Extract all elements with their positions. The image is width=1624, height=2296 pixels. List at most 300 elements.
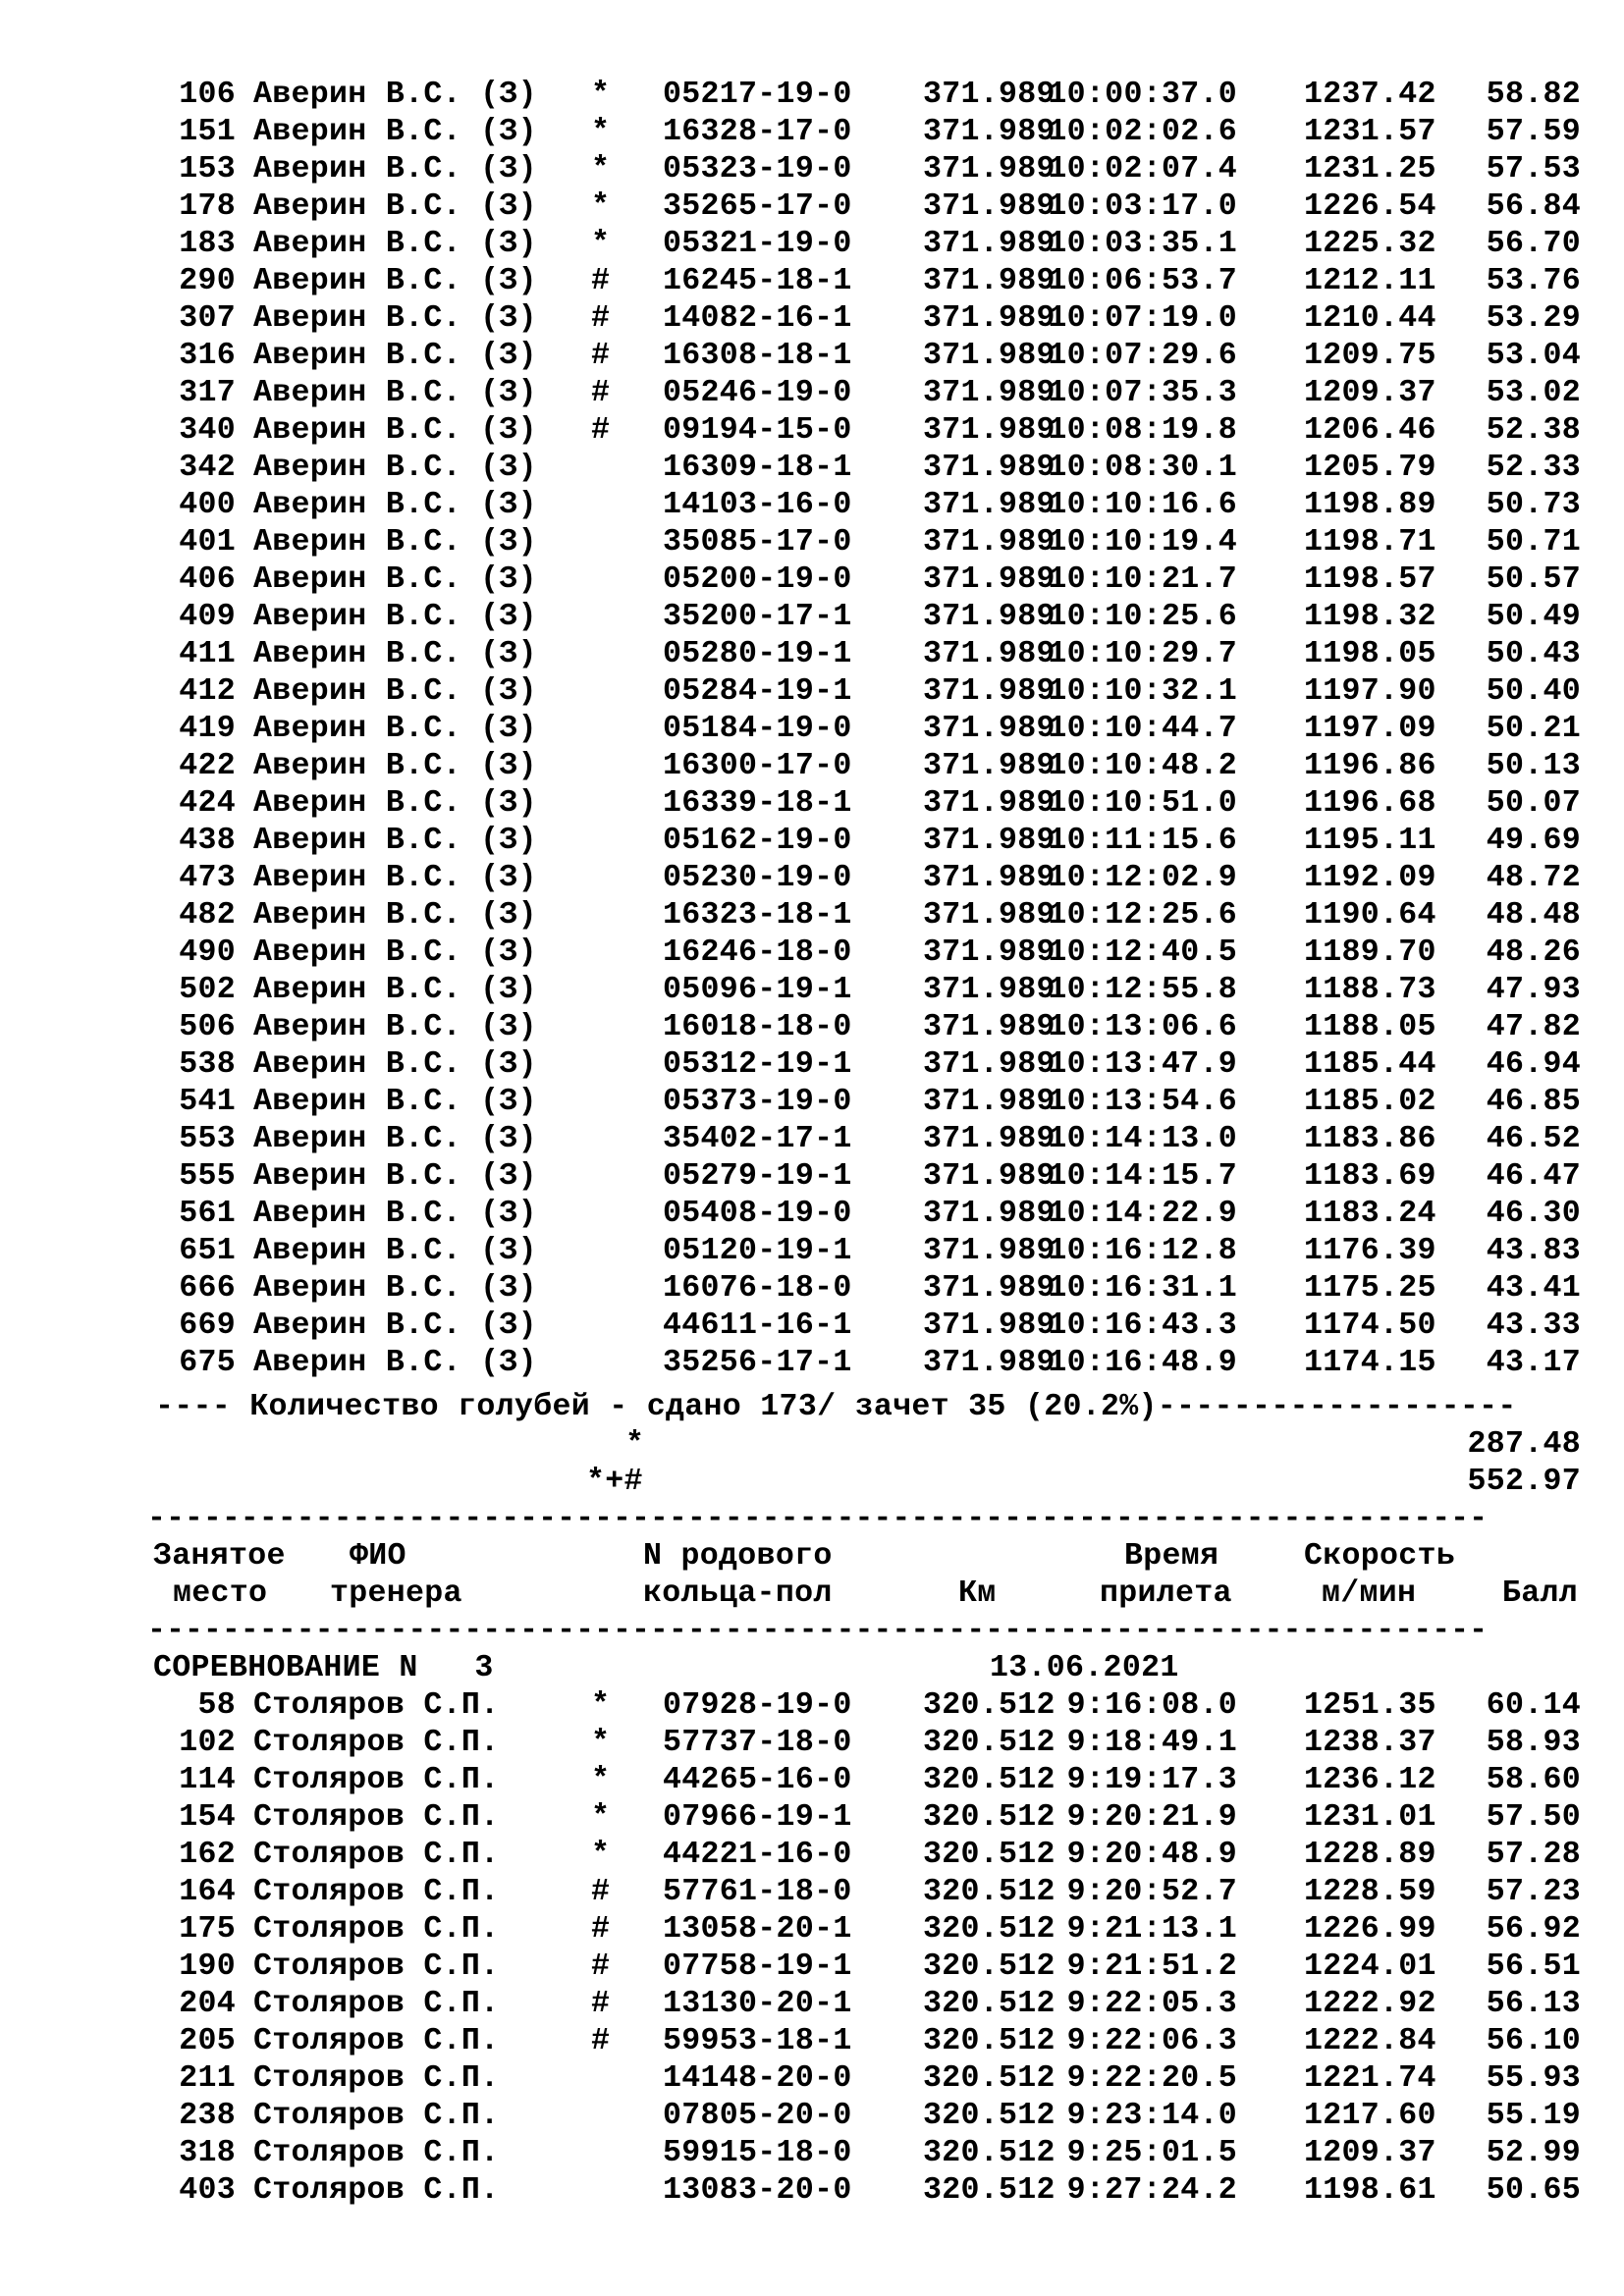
cell-km: 371.989 (923, 189, 1056, 224)
cell-points: 52.38 (1486, 413, 1581, 448)
cell-ring: 05312-19-1 (663, 1047, 852, 1082)
table-row (147, 1345, 1581, 1382)
table-row (147, 1949, 1581, 1986)
cell-km: 371.989 (923, 562, 1056, 597)
header-km: Км (958, 1576, 997, 1611)
cell-points: 58.82 (1486, 78, 1581, 112)
cell-mark: * (591, 1838, 611, 1872)
cell-points: 43.33 (1486, 1308, 1581, 1343)
competition-title-row (147, 1650, 1581, 1687)
cell-km: 371.989 (923, 115, 1056, 149)
cell-ring: 44265-16-0 (663, 1763, 852, 1797)
cell-ring: 07805-20-0 (663, 2099, 852, 2133)
cell-place: 151 (179, 115, 236, 149)
cell-mark: # (591, 301, 611, 336)
cell-points: 48.48 (1486, 898, 1581, 933)
cell-km: 371.989 (923, 488, 1056, 522)
cell-place: 506 (179, 1010, 236, 1044)
table-row (147, 636, 1581, 673)
cell-mark: * (591, 1688, 611, 1723)
cell-ring: 13130-20-1 (663, 1987, 852, 2021)
cell-speed: 1231.01 (1304, 1800, 1436, 1835)
cell-mark: * (591, 189, 611, 224)
cell-arrival-time: 10:13:47.9 (1048, 1047, 1237, 1082)
cell-points: 49.69 (1486, 824, 1581, 858)
cell-km: 371.989 (923, 861, 1056, 895)
cell-km: 371.989 (923, 227, 1056, 261)
cell-points: 50.73 (1486, 488, 1581, 522)
cell-place: 317 (179, 376, 236, 410)
cell-arrival-time: 10:08:19.8 (1048, 413, 1237, 448)
cell-km: 371.989 (923, 264, 1056, 298)
header-name-2: тренера (330, 1576, 462, 1611)
table-row (147, 1799, 1581, 1837)
cell-place: 190 (179, 1949, 236, 1984)
cell-speed: 1237.42 (1304, 78, 1436, 112)
cell-place: 114 (179, 1763, 236, 1797)
cell-points: 56.92 (1486, 1912, 1581, 1947)
cell-km: 371.989 (923, 1010, 1056, 1044)
cell-ring: 05321-19-0 (663, 227, 852, 261)
cell-speed: 1222.92 (1304, 1987, 1436, 2021)
cell-arrival-time: 10:12:25.6 (1048, 898, 1237, 933)
cell-ring: 57737-18-0 (663, 1726, 852, 1760)
cell-speed: 1183.86 (1304, 1122, 1436, 1156)
cell-arrival-time: 10:14:22.9 (1048, 1197, 1237, 1231)
cell-ring: 16246-18-0 (663, 935, 852, 970)
cell-place: 669 (179, 1308, 236, 1343)
cell-speed: 1195.11 (1304, 824, 1436, 858)
header-place-2: место (173, 1576, 268, 1611)
cell-arrival-time: 10:12:55.8 (1048, 973, 1237, 1007)
cell-mark: # (591, 1912, 611, 1947)
cell-place: 412 (179, 674, 236, 709)
cell-km: 371.989 (923, 339, 1056, 373)
cell-fancier: Аверин В.С. (З) (253, 1010, 537, 1044)
cell-fancier: Аверин В.С. (З) (253, 301, 537, 336)
cell-km: 371.989 (923, 898, 1056, 933)
cell-points: 50.40 (1486, 674, 1581, 709)
cell-ring: 16245-18-1 (663, 264, 852, 298)
cell-km: 320.512 (923, 1875, 1056, 1909)
cell-fancier: Аверин В.С. (З) (253, 1234, 537, 1268)
cell-km: 371.989 (923, 674, 1056, 709)
cell-speed: 1198.89 (1304, 488, 1436, 522)
table-row (147, 487, 1581, 524)
cell-ring: 05280-19-1 (663, 637, 852, 671)
cell-speed: 1225.32 (1304, 227, 1436, 261)
cell-points: 56.51 (1486, 1949, 1581, 1984)
cell-ring: 35265-17-0 (663, 189, 852, 224)
table-row (147, 1009, 1581, 1046)
cell-ring: 05217-19-0 (663, 78, 852, 112)
cell-fancier: Аверин В.С. (З) (253, 712, 537, 746)
cell-fancier: Аверин В.С. (З) (253, 189, 537, 224)
table-row (147, 300, 1581, 338)
cell-arrival-time: 10:14:15.7 (1048, 1159, 1237, 1194)
cell-place: 153 (179, 152, 236, 187)
table-row (147, 77, 1581, 114)
cell-km: 320.512 (923, 2024, 1056, 2058)
cell-points: 56.70 (1486, 227, 1581, 261)
cell-points: 53.29 (1486, 301, 1581, 336)
header-name: ФИО (350, 1539, 406, 1574)
cell-place: 211 (179, 2061, 236, 2096)
cell-arrival-time: 10:07:19.0 (1048, 301, 1237, 336)
cell-fancier: Столяров С.П. (253, 1763, 500, 1797)
cell-points: 47.93 (1486, 973, 1581, 1007)
cell-km: 371.989 (923, 1047, 1056, 1082)
table-row (147, 188, 1581, 226)
summary-text: ---- Количество голубей - сдано 173/ зачет 35 (20.2%)------------------- (155, 1390, 1517, 1424)
cell-arrival-time: 10:10:48.2 (1048, 749, 1237, 783)
cell-arrival-time: 10:10:29.7 (1048, 637, 1237, 671)
cell-fancier: Аверин В.С. (З) (253, 488, 537, 522)
cell-speed: 1185.44 (1304, 1047, 1436, 1082)
cell-place: 238 (179, 2099, 236, 2133)
table-row (147, 2098, 1581, 2135)
cell-ring: 59915-18-0 (663, 2136, 852, 2170)
cell-fancier: Аверин В.С. (З) (253, 1085, 537, 1119)
cell-fancier: Аверин В.С. (З) (253, 973, 537, 1007)
cell-km: 320.512 (923, 1912, 1056, 1947)
cell-speed: 1198.05 (1304, 637, 1436, 671)
cell-ring: 07966-19-1 (663, 1800, 852, 1835)
cell-place: 422 (179, 749, 236, 783)
cell-speed: 1205.79 (1304, 451, 1436, 485)
cell-arrival-time: 9:22:06.3 (1066, 2024, 1237, 2058)
header-ring: N родового (643, 1539, 833, 1574)
cell-place: 411 (179, 637, 236, 671)
cell-arrival-time: 9:25:01.5 (1066, 2136, 1237, 2170)
cell-place: 290 (179, 264, 236, 298)
cell-speed: 1197.09 (1304, 712, 1436, 746)
cell-km: 320.512 (923, 1763, 1056, 1797)
cell-place: 553 (179, 1122, 236, 1156)
cell-place: 409 (179, 600, 236, 634)
cell-fancier: Аверин В.С. (З) (253, 78, 537, 112)
cell-km: 371.989 (923, 1346, 1056, 1380)
cell-arrival-time: 9:21:13.1 (1066, 1912, 1237, 1947)
table-row (147, 1874, 1581, 1911)
cell-ring: 05096-19-1 (663, 973, 852, 1007)
cell-km: 371.989 (923, 451, 1056, 485)
table-row (147, 1687, 1581, 1725)
cell-arrival-time: 9:20:21.9 (1066, 1800, 1237, 1835)
cell-ring: 05230-19-0 (663, 861, 852, 895)
cell-points: 43.41 (1486, 1271, 1581, 1306)
cell-points: 48.72 (1486, 861, 1581, 895)
cell-arrival-time: 10:03:17.0 (1048, 189, 1237, 224)
cell-ring: 09194-15-0 (663, 413, 852, 448)
cell-arrival-time: 10:12:02.9 (1048, 861, 1237, 895)
table-row (147, 561, 1581, 599)
cell-fancier: Столяров С.П. (253, 1688, 500, 1723)
cell-speed: 1198.71 (1304, 525, 1436, 560)
header-speed-2: м/мин (1322, 1576, 1417, 1611)
cell-place: 541 (179, 1085, 236, 1119)
divider-top: ------------------------------------------------------------------------ (147, 1502, 1489, 1536)
table-header-row-2 (147, 1575, 1581, 1613)
cell-speed: 1176.39 (1304, 1234, 1436, 1268)
cell-points: 50.21 (1486, 712, 1581, 746)
cell-place: 538 (179, 1047, 236, 1082)
cell-points: 57.23 (1486, 1875, 1581, 1909)
cell-fancier: Аверин В.С. (З) (253, 339, 537, 373)
cell-arrival-time: 10:03:35.1 (1048, 227, 1237, 261)
cell-speed: 1212.11 (1304, 264, 1436, 298)
cell-ring: 59953-18-1 (663, 2024, 852, 2058)
cell-points: 55.93 (1486, 2061, 1581, 2096)
cell-place: 102 (179, 1726, 236, 1760)
cell-ring: 16308-18-1 (663, 339, 852, 373)
cell-points: 56.84 (1486, 189, 1581, 224)
cell-ring: 16309-18-1 (663, 451, 852, 485)
cell-place: 406 (179, 562, 236, 597)
cell-ring: 05373-19-0 (663, 1085, 852, 1119)
cell-ring: 35402-17-1 (663, 1122, 852, 1156)
cell-fancier: Аверин В.С. (З) (253, 451, 537, 485)
table-header-row-1 (147, 1538, 1581, 1575)
cell-speed: 1221.74 (1304, 2061, 1436, 2096)
cell-arrival-time: 9:20:52.7 (1066, 1875, 1237, 1909)
cell-arrival-time: 10:10:51.0 (1048, 786, 1237, 821)
cell-mark: * (591, 227, 611, 261)
total-star-row (147, 1426, 1581, 1464)
table-row (147, 1084, 1581, 1121)
table-row (147, 748, 1581, 785)
cell-arrival-time: 10:16:31.1 (1048, 1271, 1237, 1306)
cell-fancier: Столяров С.П. (253, 2136, 500, 2170)
cell-mark: # (591, 1875, 611, 1909)
cell-place: 561 (179, 1197, 236, 1231)
cell-speed: 1198.61 (1304, 2173, 1436, 2208)
cell-fancier: Аверин В.С. (З) (253, 1346, 537, 1380)
cell-fancier: Аверин В.С. (З) (253, 824, 537, 858)
cell-ring: 14082-16-1 (663, 301, 852, 336)
cell-place: 154 (179, 1800, 236, 1835)
cell-place: 482 (179, 898, 236, 933)
header-points: Балл (1502, 1576, 1579, 1611)
cell-km: 320.512 (923, 2061, 1056, 2096)
cell-arrival-time: 10:10:21.7 (1048, 562, 1237, 597)
cell-ring: 07928-19-0 (663, 1688, 852, 1723)
cell-speed: 1206.46 (1304, 413, 1436, 448)
cell-speed: 1192.09 (1304, 861, 1436, 895)
cell-ring: 57761-18-0 (663, 1875, 852, 1909)
cell-arrival-time: 10:16:48.9 (1048, 1346, 1237, 1380)
cell-place: 340 (179, 413, 236, 448)
table-row (147, 2060, 1581, 2098)
cell-km: 371.989 (923, 935, 1056, 970)
table-row (147, 412, 1581, 450)
cell-fancier: Столяров С.П. (253, 1875, 500, 1909)
header-ring-2: кольца-пол (643, 1576, 833, 1611)
cell-fancier: Аверин В.С. (З) (253, 525, 537, 560)
cell-points: 46.94 (1486, 1047, 1581, 1082)
cell-km: 371.989 (923, 973, 1056, 1007)
cell-points: 52.33 (1486, 451, 1581, 485)
table-row (147, 375, 1581, 412)
cell-km: 320.512 (923, 1949, 1056, 1984)
cell-place: 666 (179, 1271, 236, 1306)
cell-fancier: Аверин В.С. (З) (253, 786, 537, 821)
cell-speed: 1231.57 (1304, 115, 1436, 149)
cell-ring: 14103-16-0 (663, 488, 852, 522)
table-row (147, 2172, 1581, 2210)
cell-km: 371.989 (923, 376, 1056, 410)
total-star-value: 287.48 (1467, 1427, 1581, 1462)
cell-arrival-time: 10:06:53.7 (1048, 264, 1237, 298)
cell-fancier: Аверин В.С. (З) (253, 898, 537, 933)
table-row (147, 1158, 1581, 1196)
cell-speed: 1228.59 (1304, 1875, 1436, 1909)
cell-speed: 1188.05 (1304, 1010, 1436, 1044)
cell-points: 50.13 (1486, 749, 1581, 783)
cell-speed: 1210.44 (1304, 301, 1436, 336)
cell-km: 371.989 (923, 413, 1056, 448)
cell-km: 371.989 (923, 1159, 1056, 1194)
cell-speed: 1183.24 (1304, 1197, 1436, 1231)
cell-points: 48.26 (1486, 935, 1581, 970)
cell-place: 175 (179, 1912, 236, 1947)
cell-mark: # (591, 413, 611, 448)
cell-speed: 1238.37 (1304, 1726, 1436, 1760)
cell-arrival-time: 10:07:29.6 (1048, 339, 1237, 373)
cell-ring: 05408-19-0 (663, 1197, 852, 1231)
table-row (147, 860, 1581, 897)
cell-speed: 1231.25 (1304, 152, 1436, 187)
cell-fancier: Столяров С.П. (253, 2173, 500, 2208)
cell-arrival-time: 10:07:35.3 (1048, 376, 1237, 410)
cell-arrival-time: 10:13:06.6 (1048, 1010, 1237, 1044)
cell-km: 320.512 (923, 1688, 1056, 1723)
cell-ring: 44221-16-0 (663, 1838, 852, 1872)
cell-ring: 16323-18-1 (663, 898, 852, 933)
table-row (147, 1986, 1581, 2023)
cell-points: 43.17 (1486, 1346, 1581, 1380)
header-time: Время (1124, 1539, 1219, 1574)
cell-mark: * (591, 1726, 611, 1760)
cell-points: 50.07 (1486, 786, 1581, 821)
cell-arrival-time: 9:23:14.0 (1066, 2099, 1237, 2133)
cell-points: 50.43 (1486, 637, 1581, 671)
cell-ring: 35200-17-1 (663, 600, 852, 634)
cell-km: 320.512 (923, 1726, 1056, 1760)
cell-speed: 1226.54 (1304, 189, 1436, 224)
cell-points: 58.93 (1486, 1726, 1581, 1760)
table-row (147, 823, 1581, 860)
cell-points: 46.47 (1486, 1159, 1581, 1194)
cell-arrival-time: 10:10:32.1 (1048, 674, 1237, 709)
cell-fancier: Столяров С.П. (253, 1800, 500, 1835)
cell-fancier: Столяров С.П. (253, 1838, 500, 1872)
cell-place: 490 (179, 935, 236, 970)
cell-points: 60.14 (1486, 1688, 1581, 1723)
cell-place: 106 (179, 78, 236, 112)
cell-speed: 1190.64 (1304, 898, 1436, 933)
cell-speed: 1222.84 (1304, 2024, 1436, 2058)
cell-speed: 1189.70 (1304, 935, 1436, 970)
table-row (147, 1046, 1581, 1084)
cell-km: 371.989 (923, 749, 1056, 783)
table-row (147, 450, 1581, 487)
cell-speed: 1209.75 (1304, 339, 1436, 373)
cell-ring: 35256-17-1 (663, 1346, 852, 1380)
cell-speed: 1251.35 (1304, 1688, 1436, 1723)
cell-points: 43.83 (1486, 1234, 1581, 1268)
cell-fancier: Аверин В.С. (З) (253, 861, 537, 895)
cell-mark: # (591, 1987, 611, 2021)
cell-arrival-time: 10:12:40.5 (1048, 935, 1237, 970)
cell-ring: 16300-17-0 (663, 749, 852, 783)
cell-arrival-time: 9:18:49.1 (1066, 1726, 1237, 1760)
cell-place: 183 (179, 227, 236, 261)
total-all-row (147, 1464, 1581, 1501)
table-row (147, 1121, 1581, 1158)
cell-arrival-time: 10:13:54.6 (1048, 1085, 1237, 1119)
table-row (147, 1308, 1581, 1345)
cell-points: 57.59 (1486, 115, 1581, 149)
cell-fancier: Аверин В.С. (З) (253, 674, 537, 709)
cell-points: 57.28 (1486, 1838, 1581, 1872)
cell-km: 371.989 (923, 1271, 1056, 1306)
cell-arrival-time: 10:16:12.8 (1048, 1234, 1237, 1268)
cell-fancier: Аверин В.С. (З) (253, 935, 537, 970)
cell-arrival-time: 9:16:08.0 (1066, 1688, 1237, 1723)
cell-km: 371.989 (923, 1234, 1056, 1268)
table-row (147, 1233, 1581, 1270)
cell-arrival-time: 9:21:51.2 (1066, 1949, 1237, 1984)
cell-km: 320.512 (923, 1800, 1056, 1835)
cell-fancier: Аверин В.С. (З) (253, 749, 537, 783)
cell-ring: 05120-19-1 (663, 1234, 852, 1268)
cell-km: 371.989 (923, 1197, 1056, 1231)
cell-place: 204 (179, 1987, 236, 2021)
cell-fancier: Аверин В.С. (З) (253, 264, 537, 298)
cell-km: 320.512 (923, 2173, 1056, 2208)
cell-ring: 16018-18-0 (663, 1010, 852, 1044)
cell-fancier: Аверин В.С. (З) (253, 1047, 537, 1082)
cell-speed: 1209.37 (1304, 376, 1436, 410)
cell-place: 400 (179, 488, 236, 522)
cell-fancier: Аверин В.С. (З) (253, 1197, 537, 1231)
cell-arrival-time: 10:10:25.6 (1048, 600, 1237, 634)
cell-ring: 13058-20-1 (663, 1912, 852, 1947)
cell-points: 50.71 (1486, 525, 1581, 560)
cell-mark: * (591, 1800, 611, 1835)
cell-fancier: Столяров С.П. (253, 1726, 500, 1760)
cell-fancier: Столяров С.П. (253, 1912, 500, 1947)
cell-km: 371.989 (923, 824, 1056, 858)
cell-points: 58.60 (1486, 1763, 1581, 1797)
table-row (147, 1196, 1581, 1233)
cell-points: 46.52 (1486, 1122, 1581, 1156)
competition-date: 13.06.2021 (990, 1651, 1179, 1685)
cell-place: 307 (179, 301, 236, 336)
cell-km: 371.989 (923, 786, 1056, 821)
cell-speed: 1196.86 (1304, 749, 1436, 783)
cell-km: 371.989 (923, 78, 1056, 112)
cell-fancier: Столяров С.П. (253, 1949, 500, 1984)
cell-arrival-time: 9:27:24.2 (1066, 2173, 1237, 2208)
cell-fancier: Аверин В.С. (З) (253, 413, 537, 448)
cell-place: 342 (179, 451, 236, 485)
cell-km: 320.512 (923, 1838, 1056, 1872)
cell-fancier: Аверин В.С. (З) (253, 227, 537, 261)
cell-arrival-time: 9:19:17.3 (1066, 1763, 1237, 1797)
cell-fancier: Аверин В.С. (З) (253, 562, 537, 597)
